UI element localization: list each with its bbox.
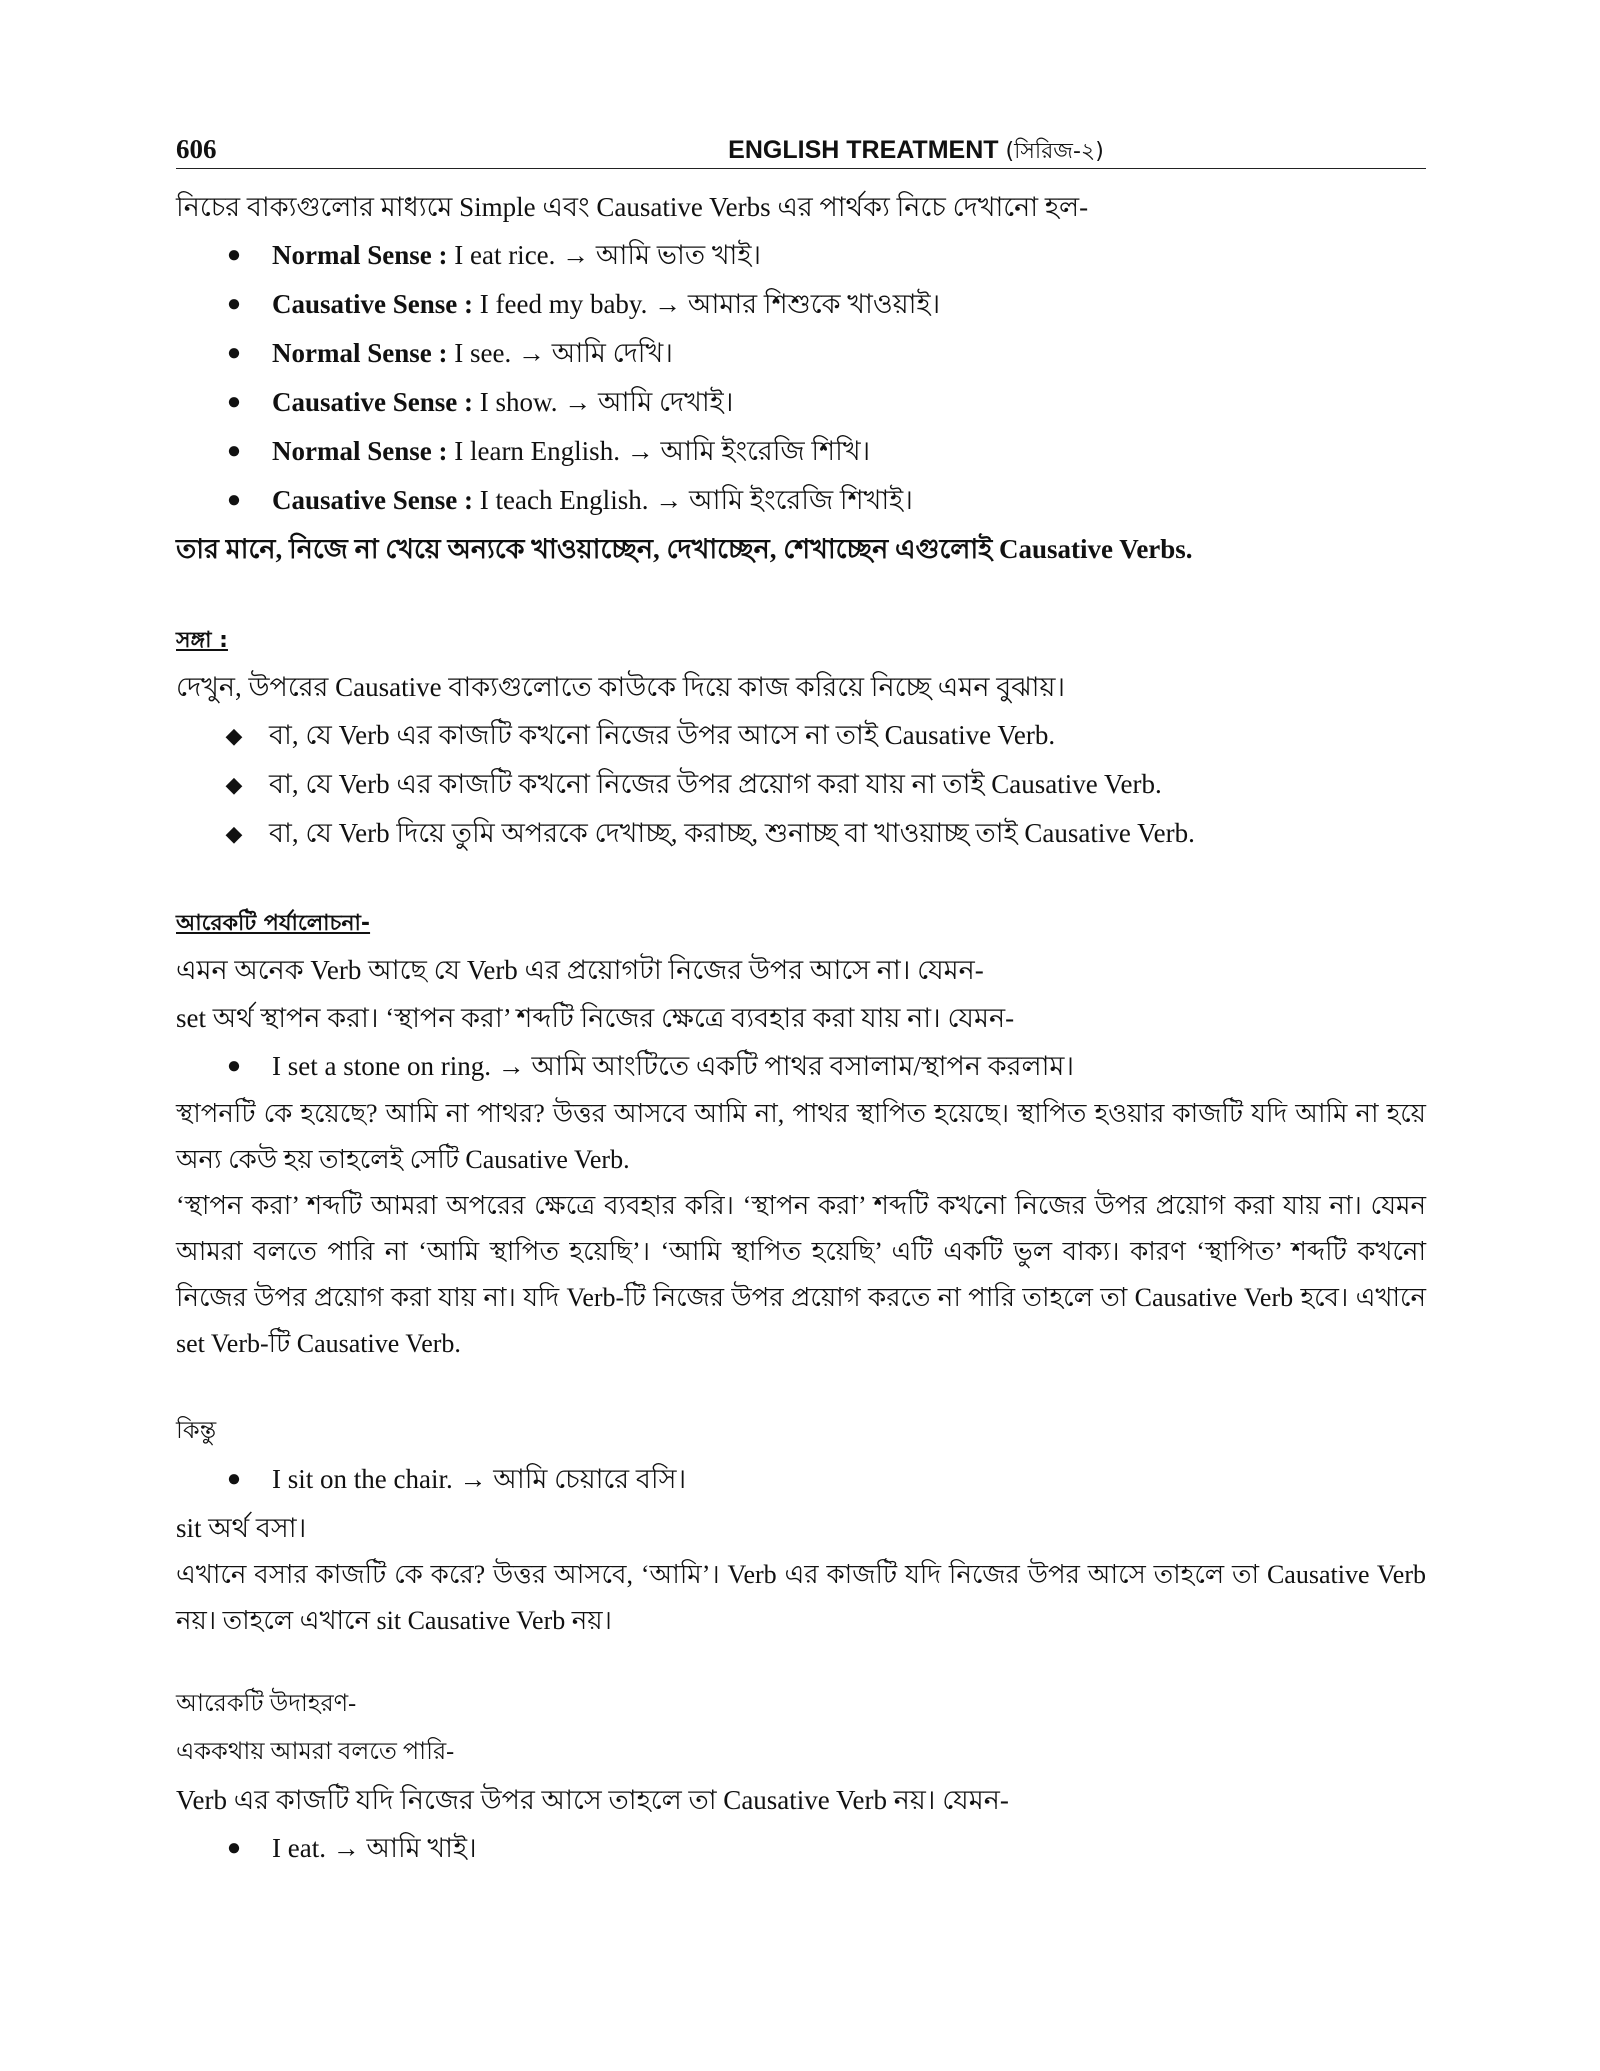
page-title [176, 134, 1426, 171]
example-text: I learn English. → আমি ইংরেজি শিখি। [454, 436, 871, 466]
example-label: Causative Sense : [272, 289, 473, 319]
sit-meaning: sit অর্থ বসা। [176, 1513, 307, 1543]
bullet-icon: ● [226, 487, 242, 513]
list-item [176, 231, 1426, 280]
review-paragraph-2: ‘স্থাপন করা’ শব্দটি আমরা অপরের ক্ষেত্রে ব্যবহার করি। ‘স্থাপন করা’ শব্দটি কখনো নিজের উপর প্রয়োগ করা যায় না। যেমন আমরা বলতে পারি না ‘আমি স্থাপিত হয়েছি’। ‘আমি স্থাপিত হয়েছি’ এটি একটি ভুল বাক্য। কারণ ‘স্থাপিত’ শব্দটি কখনো নিজের উপর প্রয়োগ করা যায় না। যদি Verb-টি নিজের উপর প্রয়োগ করতে না পারি তাহলে তা Causative Verb হবে। এখানে set Verb-টি Causative Verb. [176, 1191, 1426, 1358]
bullet-icon: ● [226, 438, 242, 464]
review-example-list [176, 1042, 1426, 1091]
bullet-icon: ● [226, 291, 242, 317]
diamond-bullet-icon: ◆ [225, 723, 243, 748]
list-item: ◆ বা, যে Verb দিয়ে তুমি অপরকে দেখাচ্ছ, করাচ্ছ, শুনাচ্ছ বা খাওয়াচ্ছ তাই Causative Verb. [176, 809, 1426, 858]
list-item: ● I sit on the chair. → আমি চেয়ারে বসি। [176, 1455, 1426, 1504]
series-label: (সিরিজ-২) [1005, 139, 1104, 164]
sense-examples-list [176, 231, 1426, 525]
review-line-2: set অর্থ স্থাপন করা। ‘স্থাপন করা’ শব্দটি নিজের ক্ষেত্রে ব্যবহার করা যায় না। যেমন- [176, 1003, 1015, 1033]
example-label: Normal Sense : [272, 240, 448, 270]
list-item [176, 427, 1426, 476]
list-item [176, 280, 1426, 329]
example-label: Normal Sense : [272, 338, 448, 368]
bullet-icon: ● [226, 340, 242, 366]
list-item [176, 378, 1426, 427]
review-line-1: এমন অনেক Verb আছে যে Verb এর প্রয়োগটা নিজের উপর আসে না। যেমন- [176, 955, 984, 985]
another-example-label: আরেকটি উদাহরণ- [176, 1691, 357, 1717]
example-label: Normal Sense : [272, 436, 448, 466]
but-example-list [176, 1455, 1426, 1504]
book-title: ENGLISH TREATMENT [728, 136, 999, 164]
definition-intro: দেখুন, উপরের Causative বাক্যগুলোতে কাউকে দিয়ে কাজ করিয়ে নিচ্ছে এমন বুঝায়। [176, 672, 1066, 702]
page-number: 606 [176, 134, 217, 164]
example-label: Causative Sense : [272, 485, 473, 515]
bullet-icon: ● [226, 389, 242, 415]
definition-list [176, 711, 1426, 858]
list-item [176, 476, 1426, 525]
another-line-2: Verb এর কাজটি যদি নিজের উপর আসে তাহলে তা Causative Verb নয়। যেমন- [176, 1785, 1009, 1815]
example-text: I see. → আমি দেখি। [454, 338, 673, 368]
summary-line: তার মানে, নিজে না খেয়ে অন্যকে খাওয়াচ্ছেন, দেখাচ্ছেন, শেখাচ্ছেন এগুলোই Causative Verbs. [176, 534, 1193, 564]
bullet-icon: ● [226, 242, 242, 268]
bullet-icon: ● [226, 1835, 242, 1861]
list-item: ● I eat. → আমি খাই। [176, 1824, 1426, 1873]
example-text: I teach English. → আমি ইংরেজি শিখাই। [479, 485, 913, 515]
review-heading: আরেকটি পর্যালোচনা- [176, 911, 371, 936]
bullet-icon: ● [226, 1053, 242, 1079]
list-item [176, 329, 1426, 378]
page-header [176, 128, 1426, 169]
review-paragraph-1: স্থাপনটি কে হয়েছে? আমি না পাথর? উত্তর আসবে আমি না, পাথর স্থাপিত হয়েছে। স্থাপিত হওয়ার কাজটি যদি আমি না হয়ে অন্য কেউ হয় তাহলেই সেটি Causative Verb. [176, 1099, 1426, 1174]
diamond-bullet-icon: ◆ [225, 772, 243, 797]
but-label: কিন্তু [176, 1418, 217, 1444]
example-text: I eat rice. → আমি ভাত খাই। [454, 240, 762, 270]
another-line-1: এককথায় আমরা বলতে পারি- [176, 1739, 455, 1765]
example-text: I feed my baby. → আমার শিশুকে খাওয়াই। [479, 289, 941, 319]
another-example-list [176, 1824, 1426, 1873]
document-page [176, 128, 1426, 1873]
diamond-bullet-icon: ◆ [225, 821, 243, 846]
example-text: I show. → আমি দেখাই। [479, 387, 734, 417]
intro-line: নিচের বাক্যগুলোর মাধ্যমে Simple এবং Causative Verbs এর পার্থক্য নিচে দেখানো হল- [176, 192, 1089, 222]
list-item: ● I set a stone on ring. → আমি আংটিতে একটি পাথর বসালাম/স্থাপন করলাম। [176, 1042, 1426, 1091]
list-item: ◆ বা, যে Verb এর কাজটি কখনো নিজের উপর আসে না তাই Causative Verb. [176, 711, 1426, 760]
example-label: Causative Sense : [272, 387, 473, 417]
bullet-icon: ● [226, 1466, 242, 1492]
list-item: ◆ বা, যে Verb এর কাজটি কখনো নিজের উপর প্রয়োগ করা যায় না তাই Causative Verb. [176, 760, 1426, 809]
but-paragraph: এখানে বসার কাজটি কে করে? উত্তর আসবে, ‘আমি’। Verb এর কাজটি যদি নিজের উপর আসে তাহলে তা Causative Verb নয়। তাহলে এখানে sit Causative Verb নয়। [176, 1560, 1426, 1635]
definition-heading: সঙ্গা : [176, 628, 228, 653]
